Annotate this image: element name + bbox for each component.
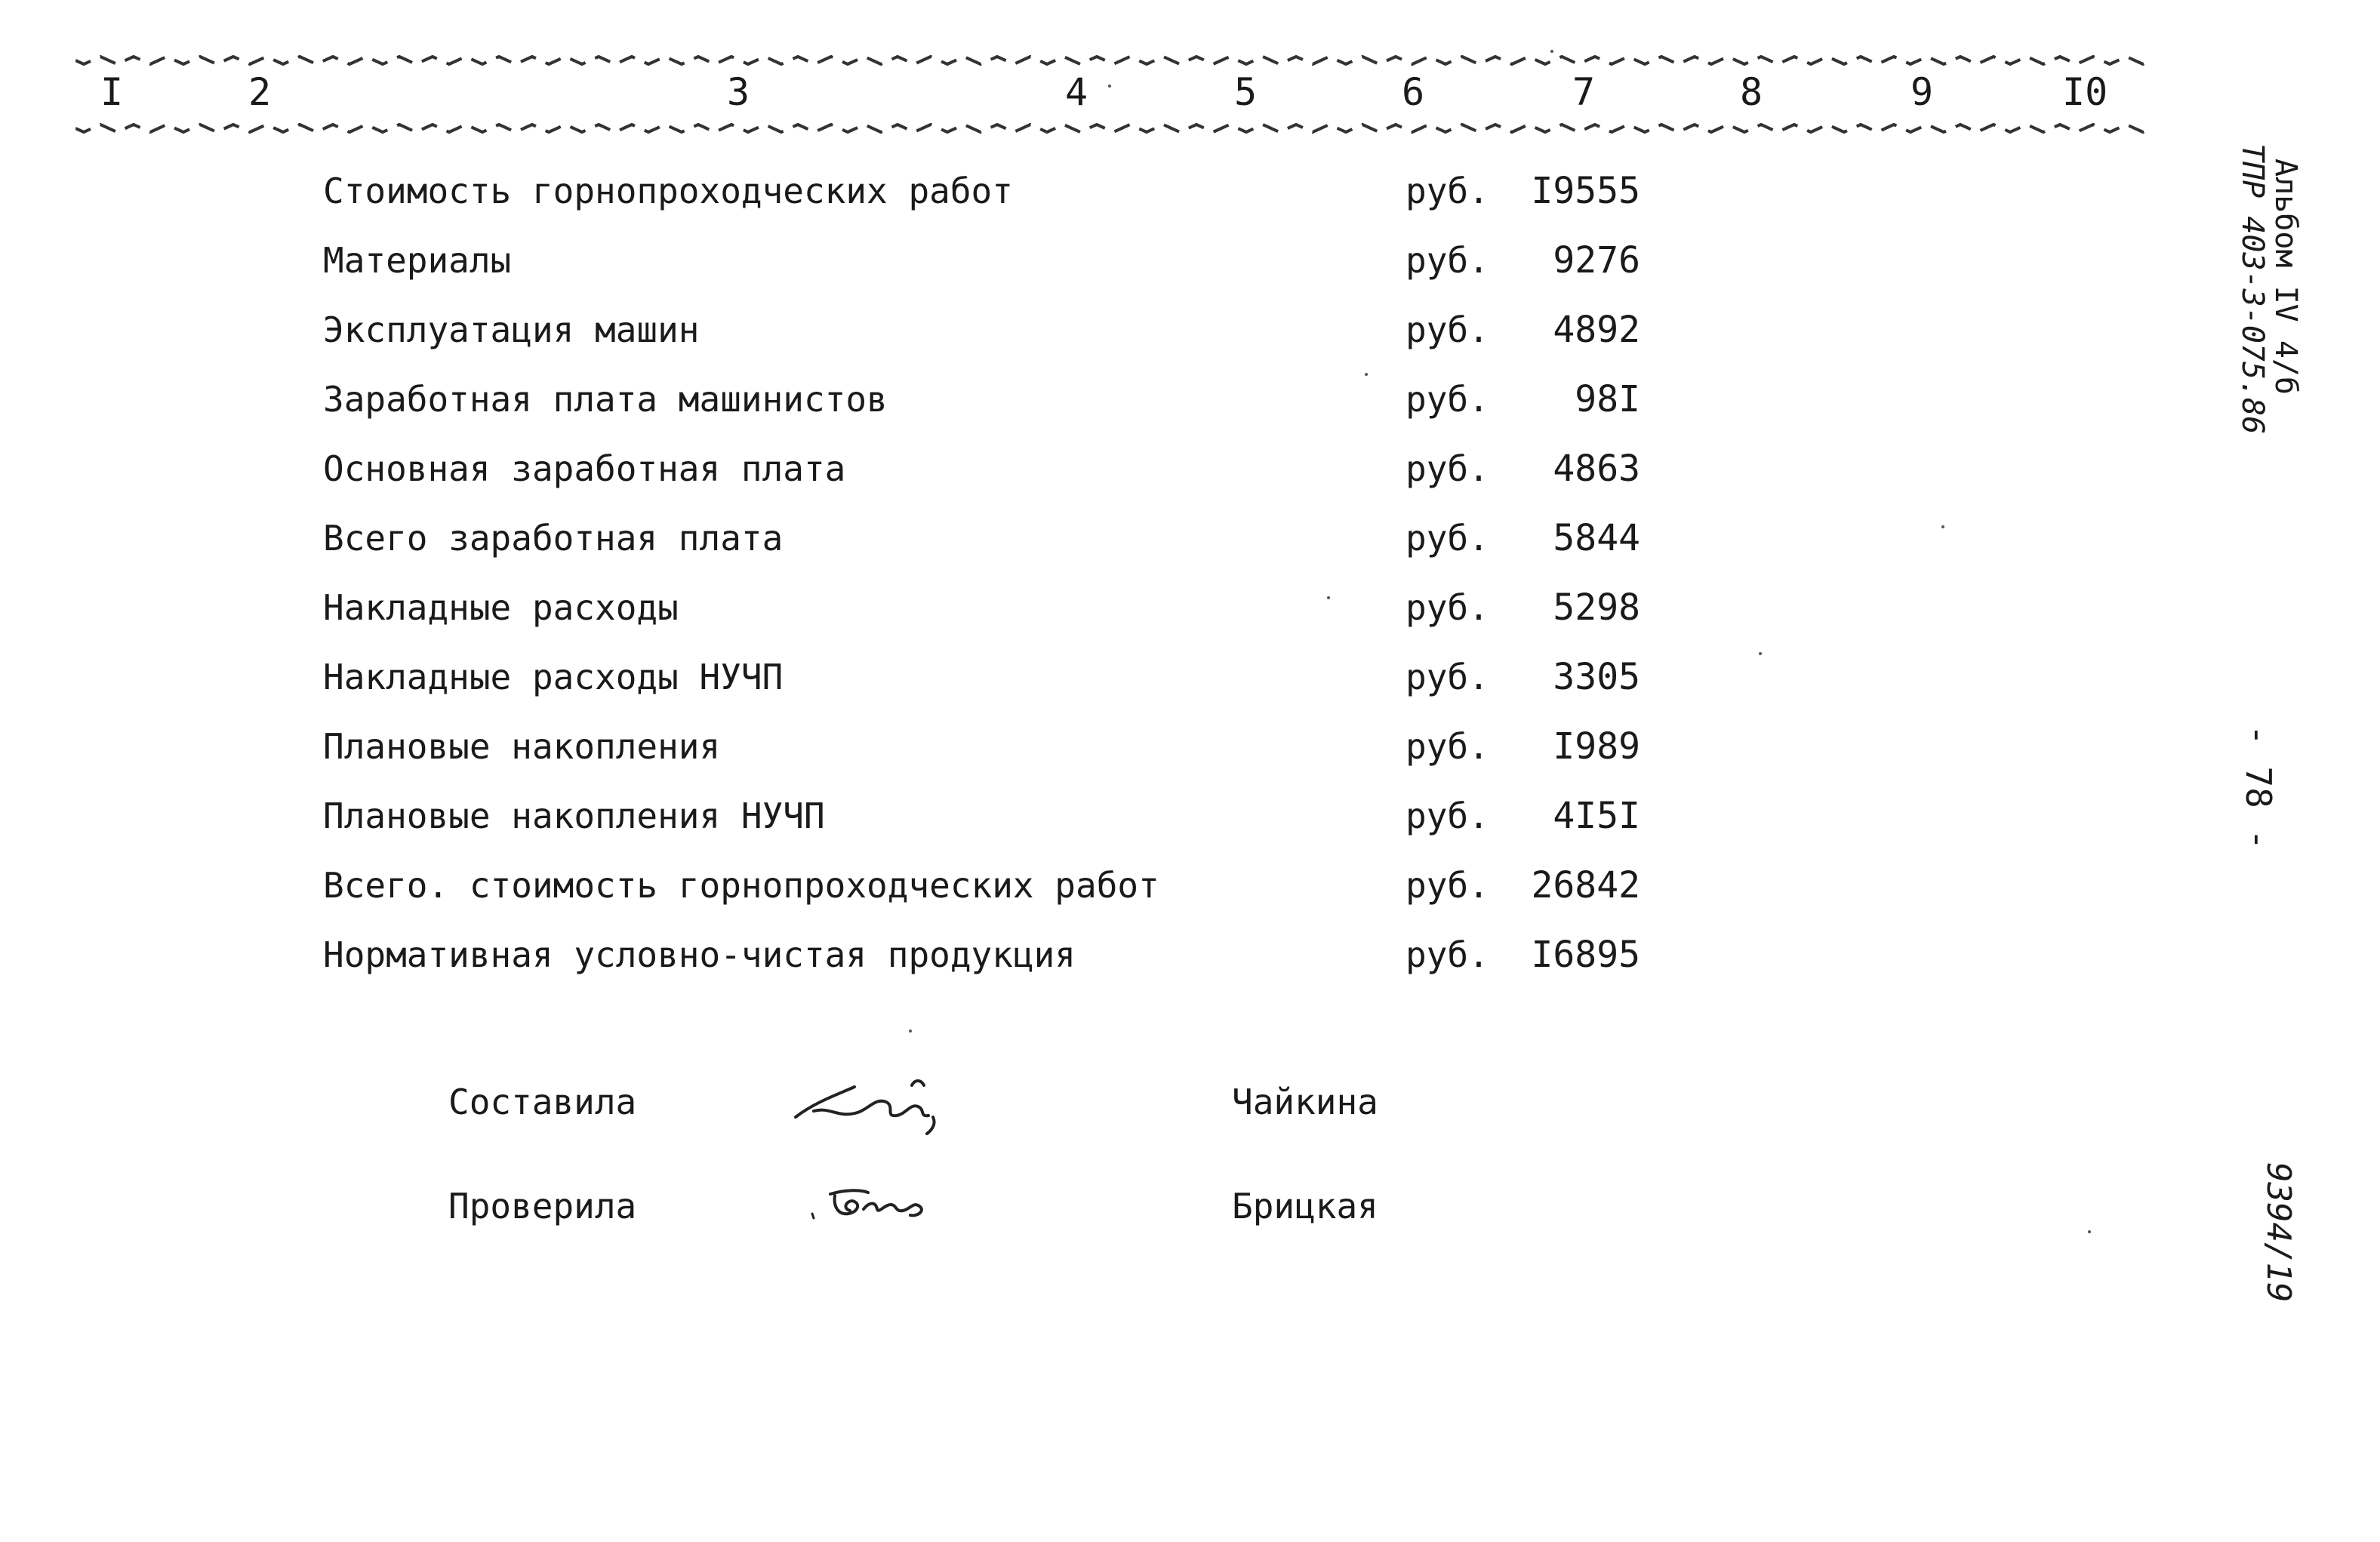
row-value: 5844: [1553, 517, 1640, 559]
scan-speck: [2088, 1230, 2091, 1233]
row-label: Плановые накопления НУЧП: [323, 796, 825, 836]
handwritten-signature: [785, 1064, 966, 1140]
scan-speck: [1327, 596, 1330, 599]
row-value: 4863: [1553, 448, 1640, 490]
table-row: [0, 720, 2380, 773]
column-header: 8: [1739, 70, 1763, 114]
row-value: 98I: [1575, 378, 1640, 420]
row-label: Основная заработная плата: [323, 448, 846, 489]
signature-role: Составила: [448, 1082, 637, 1122]
row-unit: руб.: [1406, 518, 1489, 559]
row-unit: руб.: [1406, 309, 1489, 350]
margin-inventory-number: 9394/19: [2259, 1162, 2298, 1303]
table-row: [0, 234, 2380, 287]
signature-row-compiled: [0, 1072, 2380, 1132]
row-label: Накладные расходы НУЧП: [323, 657, 784, 697]
row-label: Всего заработная плата: [323, 518, 784, 559]
row-unit: руб.: [1406, 240, 1489, 281]
row-label: Материалы: [323, 240, 512, 281]
row-value: 9276: [1553, 239, 1640, 282]
signature-role: Проверила: [448, 1186, 637, 1227]
column-header: 5: [1233, 70, 1258, 114]
column-header: 9: [1910, 70, 1934, 114]
row-label: Плановые накопления: [323, 726, 721, 767]
column-header: I: [100, 70, 124, 114]
row-unit: руб.: [1406, 587, 1489, 628]
row-unit: руб.: [1406, 934, 1489, 975]
row-value: I9555: [1531, 170, 1640, 212]
row-unit: руб.: [1406, 657, 1489, 697]
row-label: Заработная плата машинистов: [323, 379, 888, 420]
table-row: [0, 442, 2380, 495]
column-header: 7: [1572, 70, 1596, 114]
table-row: [0, 928, 2380, 981]
row-value: 26842: [1531, 864, 1640, 906]
signature-person: Чайкина: [1232, 1082, 1378, 1122]
scan-speck: [1941, 525, 1944, 528]
table-row: [0, 651, 2380, 703]
row-value: 4892: [1553, 309, 1640, 351]
column-header: 6: [1401, 70, 1425, 114]
table-row: [0, 373, 2380, 426]
row-value: I6895: [1531, 934, 1640, 976]
row-label: Стоимость горнопроходческих работ: [323, 171, 1013, 211]
row-unit: руб.: [1406, 796, 1489, 836]
scan-speck: [1108, 85, 1111, 88]
scan-speck: [909, 1030, 912, 1033]
column-header: 3: [726, 70, 750, 114]
table-row: [0, 165, 2380, 217]
signature-person: Брицкая: [1232, 1186, 1378, 1227]
table-row: [0, 859, 2380, 912]
scan-speck: [1365, 373, 1368, 376]
row-label: Накладные расходы: [323, 587, 679, 628]
scan-speck: [1759, 652, 1762, 655]
column-header: 2: [248, 70, 272, 114]
row-value: 5298: [1553, 586, 1640, 629]
row-value: 3305: [1553, 656, 1640, 698]
margin-album-label: Альбом IV 4/б: [2268, 159, 2303, 396]
handwritten-signature: [785, 1168, 966, 1244]
row-label: Эксплуатация машин: [323, 309, 700, 350]
row-unit: руб.: [1406, 726, 1489, 767]
row-label: Нормативная условно-чистая продукция: [323, 934, 1076, 975]
signature-row-checked: [0, 1176, 2380, 1236]
row-unit: руб.: [1406, 379, 1489, 420]
row-label: Всего. стоимость горнопроходческих работ: [323, 865, 1159, 906]
header-top-rule: [75, 50, 2159, 71]
header-bottom-rule: [75, 118, 2159, 139]
table-row: [0, 581, 2380, 634]
table-row: [0, 512, 2380, 565]
column-header: 4: [1064, 70, 1088, 114]
row-value: I989: [1553, 725, 1640, 768]
margin-project-code: ТПР 403-3-075.86: [2235, 143, 2270, 435]
row-unit: руб.: [1406, 448, 1489, 489]
margin-page-number: - 78 -: [2238, 725, 2279, 851]
row-unit: руб.: [1406, 865, 1489, 906]
scan-speck: [1550, 50, 1553, 53]
table-row: [0, 303, 2380, 356]
row-unit: руб.: [1406, 171, 1489, 211]
table-row: [0, 789, 2380, 842]
column-header: I0: [2062, 70, 2108, 114]
row-value: 4I5I: [1553, 795, 1640, 837]
